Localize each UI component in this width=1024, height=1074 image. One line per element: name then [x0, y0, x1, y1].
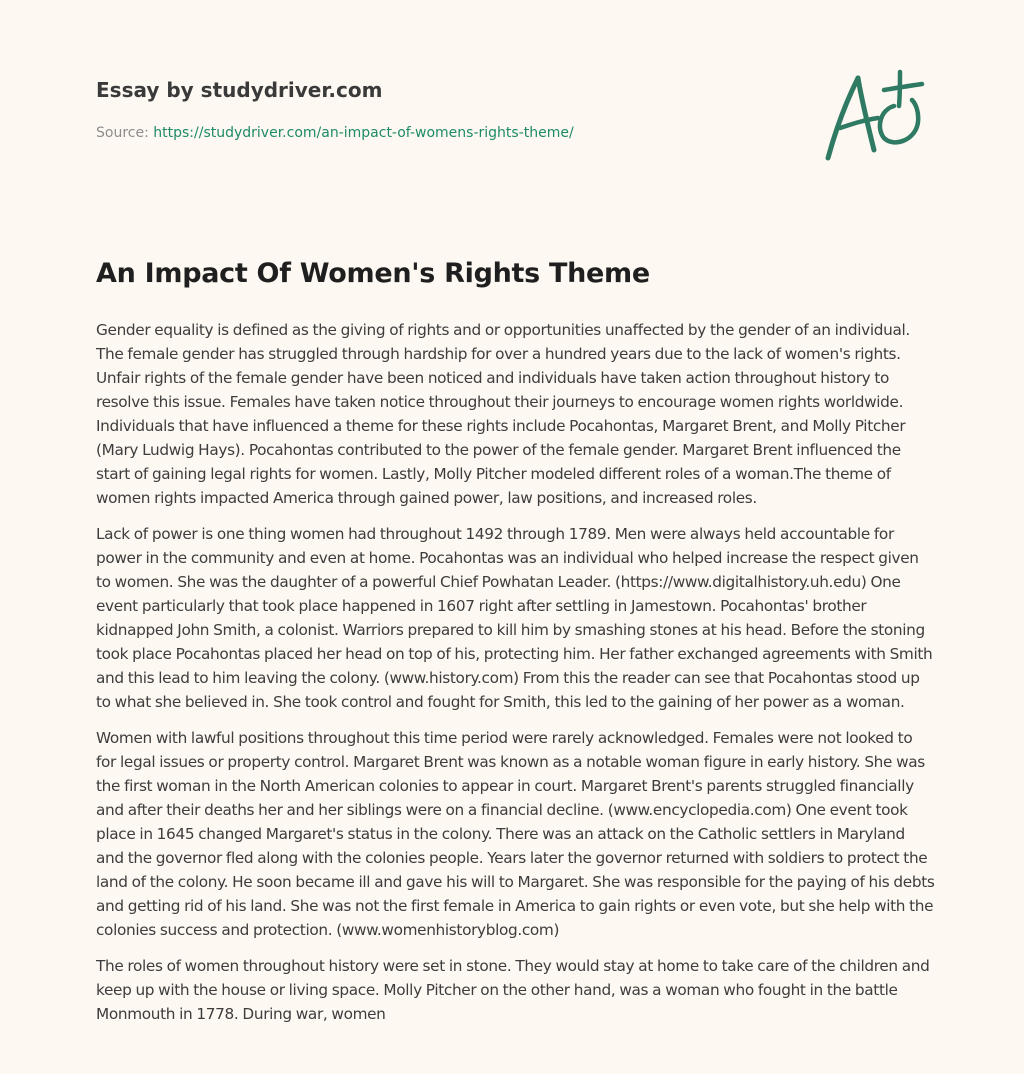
article: [96, 256, 936, 1038]
article-paragraph-3: Women with lawful positions throughout this time period were rarely acknowledged. Females were not looked to for legal issues or property control. Margaret Brent was known as a notable woman figure in early history. She was the first woman in the North American colonies to appear in court. Margaret Brent's parents struggled financially and after their deaths her and her siblings were on a financial decline. (www.encyclopedia.com) One event took place in 1645 changed Margaret's status in the colony. There was an attack on the Catholic settlers in Maryland and the governor fled along with the colonies people. Years later the governor returned with soldiers to protect the land of the colony. He soon became ill and gave his will to Margaret. She was responsible for the paying of his debts and getting rid of his land. She was not the first female in America to gain rights or even vote, but she help with the colonies success and protection. (www.womenhistoryblog.com): [96, 729, 935, 939]
source-line: [96, 124, 796, 142]
site-title: Essay by studydriver.com: [96, 78, 383, 102]
page-header: [96, 76, 796, 142]
source-link[interactable]: https://studydriver.com/an-impact-of-womens-rights-theme/: [153, 125, 574, 141]
article-paragraph-1: Gender equality is defined as the giving of rights and or opportunities unaffected by the gender of an individual. The female gender has struggled through hardship for over a hundred years due to the lack of women's rights. Unfair rights of the female gender have been noticed and individuals have taken action throughout history to resolve this issue. Females have taken notice throughout their journeys to encourage women rights worldwide. Individuals that have influenced a theme for these rights include Pocahontas, Margaret Brent, and Molly Pitcher (Mary Ludwig Hays). Pocahontas contributed to the power of the female gender. Margaret Brent influenced the start of gaining legal rights for women. Lastly, Molly Pitcher modeled different roles of a woman.The theme of women rights impacted America through gained power, law positions, and increased roles.: [96, 321, 910, 507]
article-paragraph-4: The roles of women throughout history were set in stone. They would stay at home to take care of the children and keep up with the house or living space. Molly Pitcher on the other hand, was a woman who fought in the battle Monmouth in 1778. During war, women: [96, 957, 930, 1023]
source-label: Source:: [96, 125, 154, 141]
a-plus-logo-icon: [818, 66, 930, 166]
article-title: An Impact Of Women's Rights Theme: [96, 258, 650, 289]
article-paragraph-2: Lack of power is one thing women had throughout 1492 through 1789. Men were always held accountable for power in the community and even at home. Pocahontas was an individual who helped increase the respect given to women. She was the daughter of a powerful Chief Powhatan Leader. (https://www.digitalhistory.uh.edu) One event particularly that took place happened in 1607 right after settling in Jamestown. Pocahontas' brother kidnapped John Smith, a colonist. Warriors prepared to kill him by smashing stones at his head. Before the stoning took place Pocahontas placed her head on top of his, protecting him. Her father exchanged agreements with Smith and this lead to him leaving the colony. (www.history.com) From this the reader can see that Pocahontas stood up to what she believed in. She took control and fought for Smith, this led to the gaining of her power as a woman.: [96, 525, 933, 711]
